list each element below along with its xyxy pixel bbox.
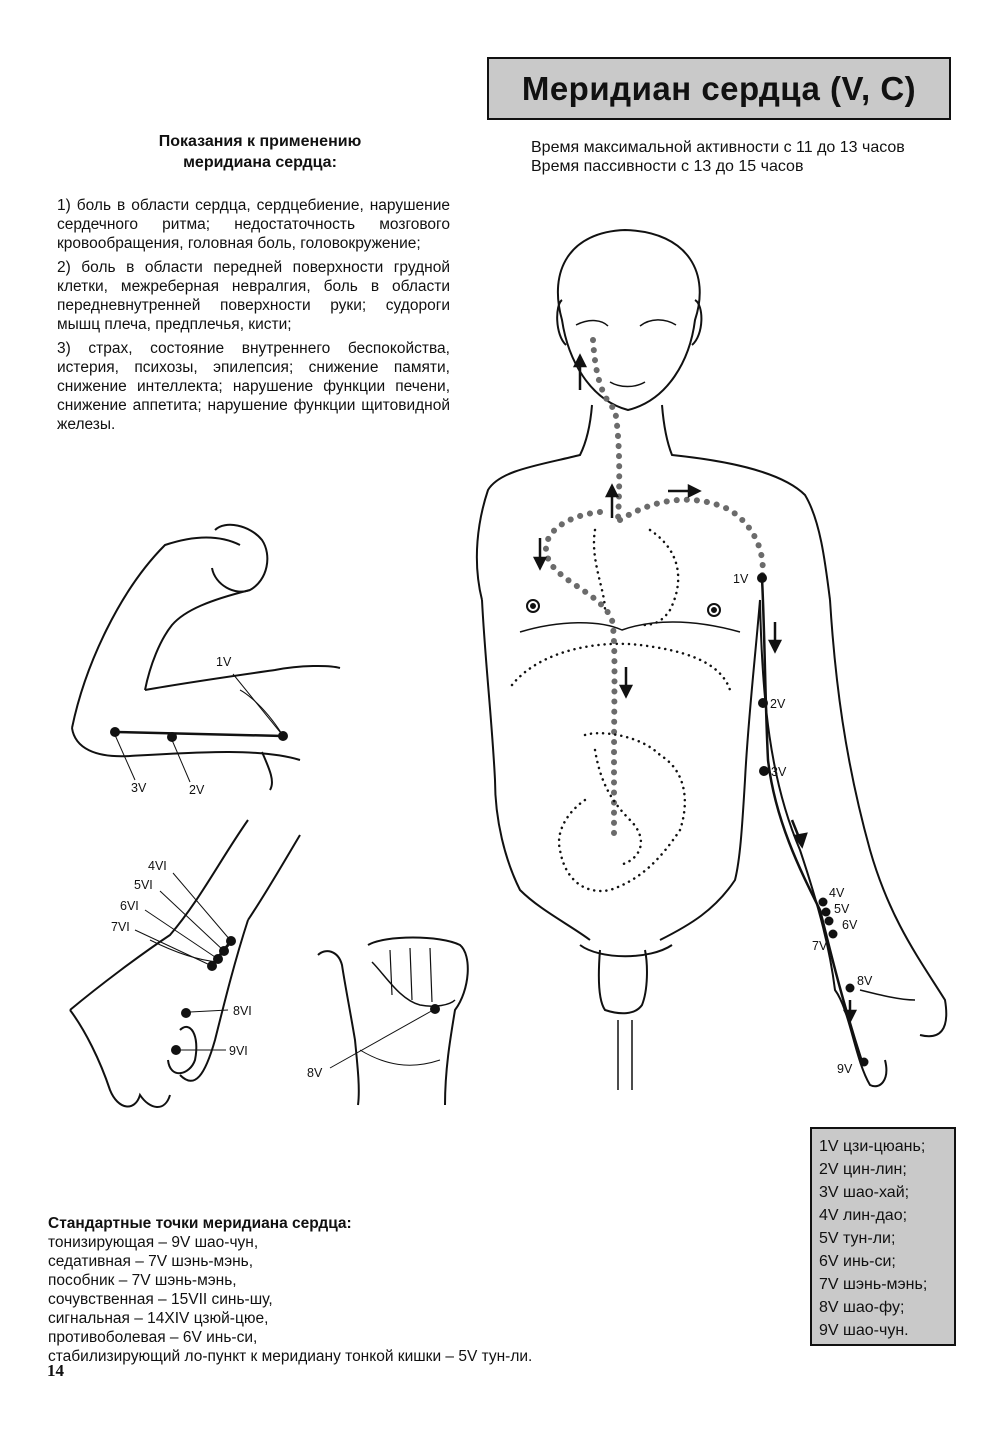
- point-body-7v-dot: [829, 930, 838, 939]
- point-body-5v-dot: [822, 908, 831, 917]
- label-body-1v: 1V: [733, 572, 749, 586]
- fist-illustration: [318, 938, 468, 1106]
- points-legend-item: 5V тун-ли;: [819, 1230, 896, 1247]
- label-body-7v: 7V: [812, 939, 828, 953]
- point-9vi-dot: [171, 1045, 181, 1055]
- standard-point-line: тонизирующая – 9V шао-чун,: [48, 1234, 259, 1251]
- meridian-path: [546, 340, 763, 840]
- standard-point-line: пособник – 7V шэнь-мэнь,: [48, 1272, 237, 1289]
- indications-title-line-1: Показания к применению: [158, 133, 362, 150]
- point-body-8v-dot: [846, 984, 855, 993]
- label-wrist-9vi: 9VI: [229, 1044, 248, 1058]
- points-legend-item: 6V инь-си;: [819, 1253, 896, 1270]
- standard-point-line: седативная – 7V шэнь-мэнь,: [48, 1253, 254, 1270]
- standard-point-line: стабилизирующий ло-пункт к меридиану тонкой кишки – 5V тун-ли.: [48, 1348, 533, 1365]
- organ-outline: [512, 530, 730, 891]
- label-wrist-6vi: 6VI: [120, 899, 139, 913]
- activity-passive: Время пассивности с 13 до 15 часов: [531, 158, 804, 175]
- standard-points-title: Стандартные точки меридиана сердца:: [48, 1215, 352, 1232]
- points-legend-item: 8V шао-фу;: [819, 1299, 905, 1316]
- points-legend-item: 7V шэнь-мэнь;: [819, 1276, 928, 1293]
- label-body-8v: 8V: [857, 974, 873, 988]
- points-legend-item: 3V шао-хай;: [819, 1184, 910, 1201]
- page-title: Меридиан сердца (V, С): [487, 57, 951, 120]
- point-body-1v-dot: [757, 573, 767, 583]
- label-wrist-5vi: 5VI: [134, 878, 153, 892]
- standard-point-line: сигнальная – 14XIV цзюй-цюе,: [48, 1310, 269, 1327]
- fist-points: [307, 1004, 440, 1080]
- label-arm-3v: 3V: [131, 781, 147, 795]
- body-illustration: [477, 230, 946, 1090]
- label-wrist-7vi: 7VI: [111, 920, 130, 934]
- label-body-3v: 3V: [771, 765, 787, 779]
- indication-item: 2) боль в области передней поверхности грудной клетки, межреберная невралгия, боль в области передневнутренней поверхности руки; судороги мышц плеча, предплечья, кисти;: [57, 259, 450, 333]
- points-legend-item: 2V цин-лин;: [819, 1161, 907, 1178]
- point-1v-dot: [278, 731, 288, 741]
- wrist-illustration: [70, 820, 300, 1107]
- label-fist-8v: 8V: [307, 1066, 323, 1080]
- label-body-4v: 4V: [829, 886, 845, 900]
- bent-arm-points: [110, 655, 288, 797]
- label-wrist-4vi: 4VI: [148, 859, 167, 873]
- point-body-3v-dot: [759, 766, 769, 776]
- label-body-6v: 6V: [842, 918, 858, 932]
- points-legend-item: 9V шао-чун.: [819, 1322, 909, 1339]
- points-legend-item: 4V лин-дао;: [819, 1207, 908, 1224]
- label-arm-1v: 1V: [216, 655, 232, 669]
- points-legend-item: 1V цзи-цюань;: [819, 1138, 926, 1155]
- bent-arm-illustration: [72, 525, 340, 790]
- page-number: 14: [47, 1361, 64, 1380]
- body-meridian-line: [733, 572, 873, 1076]
- label-body-5v: 5V: [834, 902, 850, 916]
- points-legend-box: [810, 1127, 956, 1346]
- point-body-2v-dot: [758, 698, 768, 708]
- point-body-9v-dot: [860, 1058, 869, 1067]
- point-body-6v-dot: [825, 917, 834, 926]
- standard-point-line: противоболевая – 6V инь-си,: [48, 1329, 258, 1346]
- label-body-9v: 9V: [837, 1062, 853, 1076]
- activity-max: Время максимальной активности с 11 до 13 часов: [531, 139, 905, 156]
- standard-points: [48, 1214, 532, 1366]
- indication-item: 3) страх, состояние внутреннего беспокойства, истерия, психозы, эпилепсия; снижение памяти, снижение интеллекта; нарушение функции печени, снижение аппетита; нарушение функции щитовидной железы.: [57, 340, 450, 433]
- label-arm-2v: 2V: [189, 783, 205, 797]
- label-body-2v: 2V: [770, 697, 786, 711]
- label-wrist-8vi: 8VI: [233, 1004, 252, 1018]
- point-body-4v-dot: [819, 898, 828, 907]
- indication-item: 1) боль в области сердца, сердцебиение, нарушение сердечного ритма; недостаточность мозгового кровообращения, головная боль, головокружение;: [57, 197, 450, 252]
- point-8vi-dot: [181, 1008, 191, 1018]
- standard-point-line: сочувственная – 15VII синь-шу,: [48, 1291, 273, 1308]
- indications-title-line-2: меридиана сердца:: [183, 154, 337, 171]
